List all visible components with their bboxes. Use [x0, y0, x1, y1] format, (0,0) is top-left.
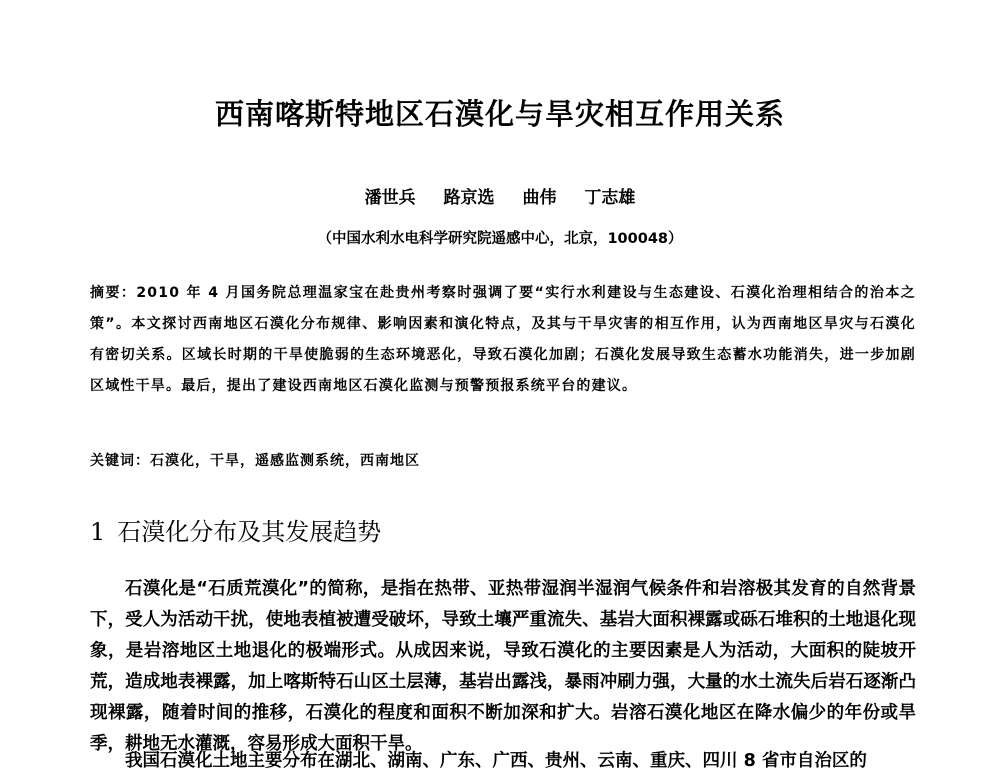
section-number: 1	[90, 518, 106, 546]
author: 曲伟	[522, 188, 557, 208]
body-paragraph: 我国石漠化土地主要分布在湖北、湖南、广东、广西、贵州、云南、重庆、四川 8 省市自治区的	[125, 751, 867, 771]
paper-title: 西南喀斯特地区石漠化与旱灾相互作用关系	[214, 97, 785, 131]
author-list	[0, 183, 1000, 208]
abstract: 摘要：2010 年 4 月国务院总理温家宝在赴贵州考察时强调了要“实行水利建设与生态建设、石漠化治理相结合的治本之策”。本文探讨西南地区石漠化分布规律、影响因素和演化特点，及其与干旱灾害的相互作用，认为西南地区旱灾与石漠化有密切关系。区域长时期的干旱使脆弱的生态环境恶化，导致石漠化加剧；石漠化发展导致生态蓄水功能消失，进一步加剧区域性干旱。最后，提出了建设西南地区石漠化监测与预警预报系统平台的建议。	[90, 285, 916, 394]
author: 路京选	[443, 188, 495, 208]
author: 丁志雄	[584, 188, 636, 208]
affiliation: （中国水利水电科学研究院遥感中心，北京，100048）	[317, 231, 683, 247]
body-paragraph: 石漠化是“石质荒漠化”的简称，是指在热带、亚热带湿润半湿润气候条件和岩溶极其发育的自然背景下，受人为活动干扰，使地表植被遭受破坏，导致土壤严重流失、基岩大面积裸露或砾石堆积的土地退化现象，是岩溶地区土地退化的极端形式。从成因来说，导致石漠化的主要因素是人为活动，大面积的陡坡开荒，造成地表裸露，加上喀斯特石山区土层薄，基岩出露浅，暴雨冲刷力强，大量的水土流失后岩石逐渐凸现裸露，随着时间的推移，石漠化的程度和面积不断加深和扩大。岩溶石漠化地区在降水偏少的年份或旱季，耕地无水灌溉，容易形成大面积干旱。	[90, 579, 916, 754]
section-heading	[90, 512, 381, 547]
keywords: 关键词：石漠化，干旱，遥感监测系统，西南地区	[90, 453, 420, 469]
section-title: 石漠化分布及其发展趋势	[117, 518, 382, 546]
author: 潘世兵	[364, 188, 416, 208]
